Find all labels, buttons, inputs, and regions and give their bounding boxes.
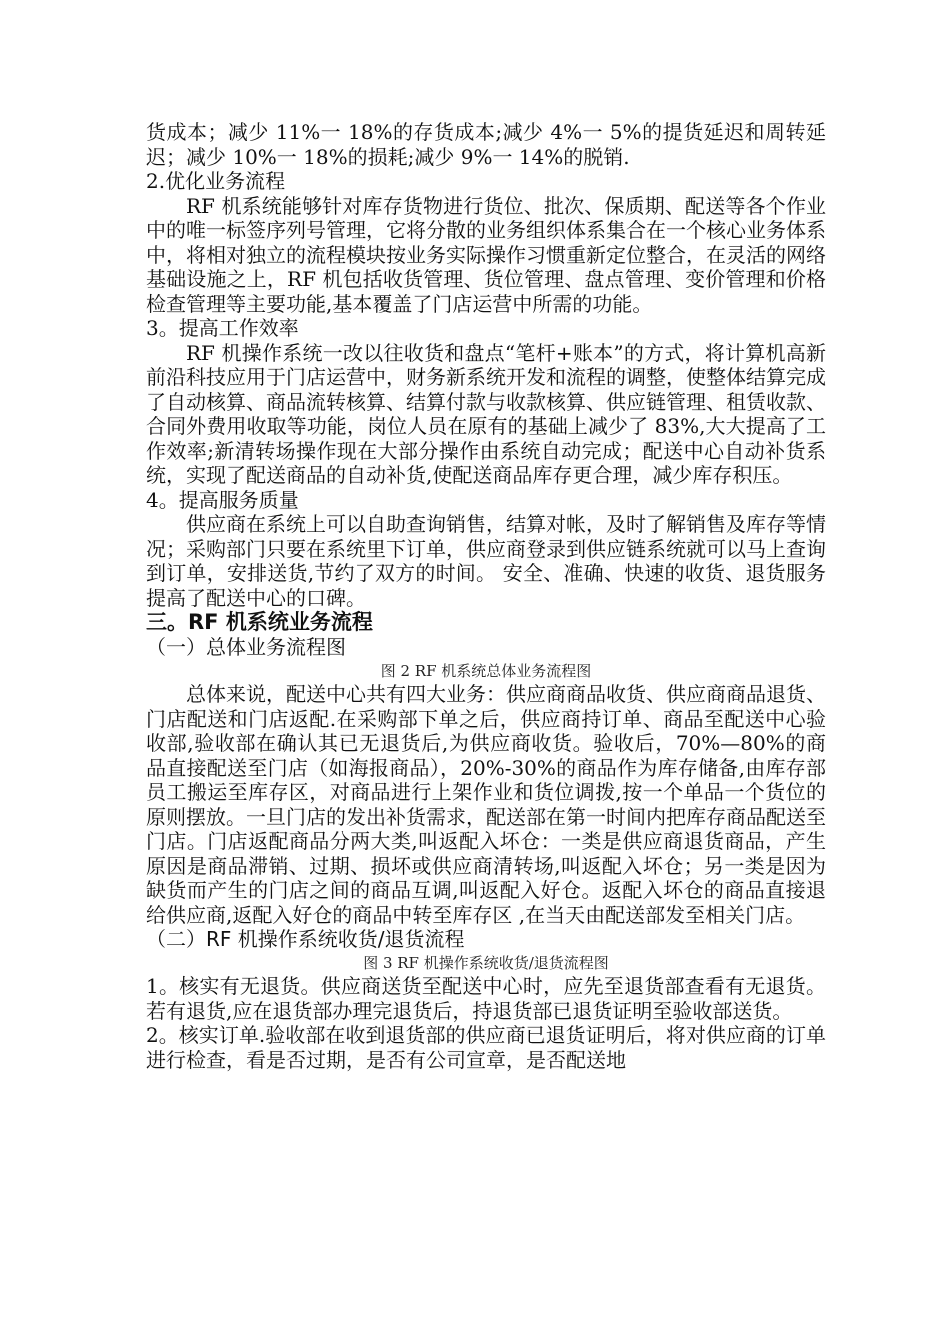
paragraph-improve-service: 供应商在系统上可以自助查询销售，结算对帐，及时了解销售及库存等情况；采购部门只要在系统里下订单，供应商登录到供应链系统就可以马上查询到订单，安排送货,节约了双方的时间。 安全、准确、快速的收货、退货服务提高了配送中心的口碑。 — [146, 512, 826, 610]
paragraph-step-check-returns: 1。核实有无退货。供应商送货至配送中心时，应先至退货部查看有无退货。若有退货,应在退货部办理完退货后，持退货部已退货证明至验收部送货。 — [146, 974, 826, 1023]
paragraph-improve-efficiency: RF 机操作系统一改以往收货和盘点“笔杆+账本”的方式，将计算机高新前沿科技应用于门店运营中，财务新系统开发和流程的调整，使整体结算完成了自动核算、商品流转核算、结算付款与收款核算、供应链管理、租赁收款、合同外费用收取等功能，岗位人员在原有的基础上减少了 83%,大大提高了工作效率;新清转场操作现在大部分操作由系统自动完成；配送中心自动补货系统，实现了配送商品的自动补货,使配送商品库存更合理，减少库存积压。 — [146, 340, 826, 487]
document-body — [146, 120, 826, 1072]
heading-improve-service: 4。提高服务质量 — [146, 487, 299, 512]
figure-caption-3: 图 3 RF 机操作系统收货/退货流程图 — [363, 954, 609, 972]
paragraph-overall-flow: 总体来说，配送中心共有四大业务：供应商商品收货、供应商商品退货、门店配送和门店返配.在采购部下单之后，供应商持订单、商品至配送中心验收部,验收部在确认其已无退货后,为供应商收货。验收后，70%—80%的商品直接配送至门店（如海报商品），20%-30%的商品作为库存储备,由库存部员工搬运至库存区，对商品进行上架作业和货位调拨,按一个单品一个货位的原则摆放。一旦门店的发出补货需求，配送部在第一时间内把库存商品配送至门店。门店返配商品分两大类,叫返配入坏仓：一类是供应商退货商品，产生原因是商品滞销、过期、损坏或供应商清转场,叫返配入坏仓；另一类是因为缺货而产生的门店之间的商品互调,叫返配入好仓。返配入坏仓的商品直接退给供应商,返配入好仓的商品中转至库存区 ,在当天由配送部发至相关门店。 — [146, 682, 826, 927]
heading-improve-efficiency: 3。提高工作效率 — [146, 316, 299, 340]
paragraph-optimize-process: RF 机系统能够针对库存货物进行货位、批次、保质期、配送等各个作业中的唯一标签序列号管理，它将分散的业务组织体系集合在一个核心业务体系中，将相对独立的流程模块按业务实际操作习惯重新定位整合，在灵活的网络基础设施之上，RF 机包括收货管理、货位管理、盘点管理、变价管理和价格检查管理等主要功能,基本覆盖了门店运营中所需的功能。 — [146, 193, 826, 316]
figure-caption-2: 图 2 RF 机系统总体业务流程图 — [380, 662, 592, 680]
subsection-heading-receiving-flow: （二）RF 机操作系统收货/退货流程 — [146, 927, 465, 951]
subsection-heading-overall-flow: （一）总体业务流程图 — [146, 635, 346, 659]
paragraph-cost-reduction: 货成本；减少 11%一 18%的存货成本;减少 4%一 5%的提货延迟和周转延迟；减少 10%一 18%的损耗;减少 9%一 14%的脱销. — [146, 120, 826, 169]
section-heading-business-process: 三。RF 机系统业务流程 — [146, 610, 373, 634]
paragraph-step-check-order: 2。核实订单.验收部在收到退货部的供应商已退货证明后，将对供应商的订单进行检查，看是否过期，是否有公司宣章，是否配送地 — [146, 1023, 826, 1072]
heading-optimize-process: 2.优化业务流程 — [146, 169, 286, 193]
